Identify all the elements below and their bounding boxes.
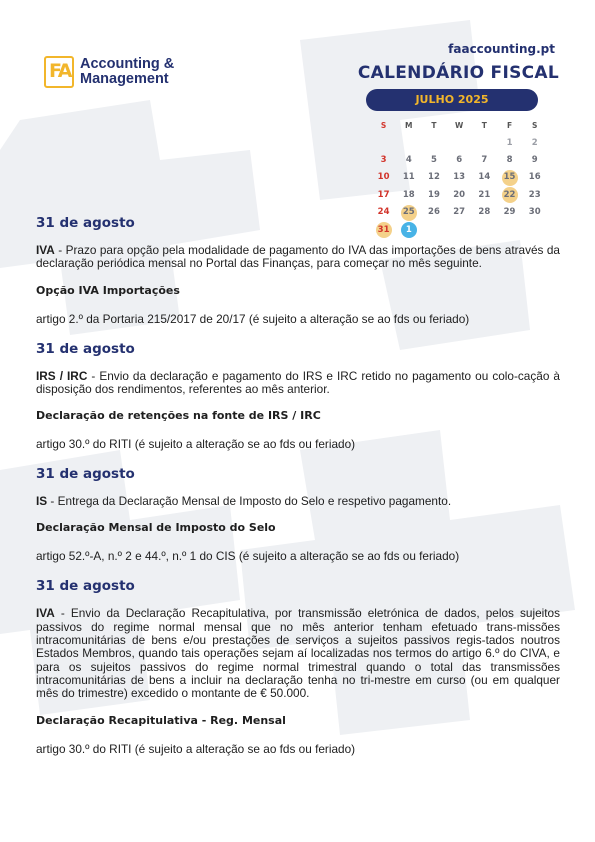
description-text: - Envio da Declaração Recapitulativa, por transmissão eletrónica de dados, pelos sujeitos passivos do regime normal mensal que no mês anterior tenham efetuado trans-missões intracomunitárias de bens e/ou prestações de serviços a sujeitos passivos regis-tados noutros Estados Membros, quando tais operações sejam aí localizadas nos termos do artigo 6.º do CIVA, e para os sujeitos passivos do regime normal trimestral quando o total das transmissões intracomunitárias de bens a incluir na declaração tenha no tri-mestre em curso (ou em qualquer mês do trimestre) excedido o montante de € 50.000. [36, 606, 560, 701]
calendar-empty-cell [447, 135, 472, 152]
tax-code: IVA [36, 243, 55, 257]
description-text: - Prazo para opção pela modalidade de pagamento do IVA das importações de bens através da declaração periódica mensal no Portal das Finanças, para começar no mês seguinte. [36, 243, 560, 271]
calendar-day-next-month[interactable]: 1 [396, 222, 421, 239]
calendar-day[interactable]: 13 [453, 172, 466, 183]
deadline-date: 31 de agosto [36, 466, 135, 483]
weekday-label: M [405, 120, 413, 130]
calendar-day[interactable]: 21 [478, 189, 491, 200]
calendar-day[interactable]: 18 [402, 189, 415, 200]
weekday-label: W [455, 120, 464, 130]
legal-reference: artigo 30.º do RITI (é sujeito a alteração se ao fds ou feriado) [36, 437, 356, 452]
deadline-date: 31 de agosto [36, 340, 135, 357]
calendar-week [371, 187, 547, 204]
description-text: - Envio da declaração e pagamento do IRS e IRC retido no pagamento ou colo-cação à disposição dos rendimentos, referentes ao mês anterior. [36, 368, 560, 396]
deadline-section [36, 578, 560, 755]
calendar-day-highlighted[interactable]: 15 [497, 169, 522, 186]
legal-reference: artigo 2.º da Portaria 215/2017 de 20/17 (é sujeito a alteração se ao fds ou feriado) [36, 311, 470, 326]
calendar-day[interactable]: 19 [428, 189, 440, 200]
deadline-section [36, 341, 560, 452]
calendar-day[interactable]: 5 [431, 154, 437, 165]
calendar-empty-cell [472, 135, 497, 152]
legal-reference: artigo 52.º-A, n.º 2 e 44.º, n.º 1 do CIS (é sujeito a alteração se ao fds ou feriado) [36, 549, 460, 564]
calendar-day-highlighted[interactable]: 25 [396, 204, 421, 221]
calendar-day[interactable]: 14 [478, 172, 491, 183]
calendar-week [371, 152, 547, 169]
logo-text [80, 57, 174, 87]
description-text: - Entrega da Declaração Mensal de Imposto do Selo e respetivo pagamento. [47, 494, 452, 509]
logo-mark-letters: FA [49, 60, 71, 82]
deadline-subtitle: Declaração Recapitulativa - Reg. Mensal [36, 713, 286, 727]
calendar-day[interactable]: 16 [528, 172, 541, 183]
calendar-day[interactable]: 17 [377, 189, 390, 200]
calendar-day[interactable]: 4 [405, 154, 412, 165]
calendar-empty-cell [371, 135, 396, 152]
calendar-week [371, 134, 547, 151]
calendar-day[interactable]: 30 [528, 207, 541, 218]
calendar-empty-cell [421, 135, 446, 152]
calendar-day[interactable]: 1 [506, 137, 513, 148]
website-link[interactable]: faaccounting.pt [448, 42, 555, 56]
calendar-day[interactable]: 2 [531, 137, 538, 148]
calendar-week [371, 169, 547, 186]
deadlines-list [36, 215, 560, 771]
deadline-description [36, 607, 560, 700]
calendar-day[interactable]: 7 [481, 154, 488, 165]
legal-reference: artigo 30.º do RITI (é sujeito a alteração se ao fds ou feriado) [36, 741, 356, 756]
calendar-day-highlighted[interactable]: 22 [497, 187, 522, 204]
deadline-description [36, 244, 560, 271]
weekday-label: S [380, 120, 387, 130]
calendar-day[interactable]: 8 [506, 154, 513, 165]
weekday-label: F [506, 120, 513, 130]
tax-code: IS [36, 494, 48, 509]
weekday-label: S [532, 120, 538, 130]
calendar-empty-cell [396, 135, 421, 152]
calendar-day[interactable]: 24 [377, 207, 390, 218]
calendar-day[interactable]: 9 [531, 154, 538, 165]
deadline-subtitle: Declaração Mensal de Imposto do Selo [36, 521, 276, 535]
calendar-day[interactable]: 10 [377, 172, 390, 183]
deadline-subtitle: Declaração de retenções na fonte de IRS / IRC [36, 409, 321, 423]
calendar-month-label: JULHO 2025 [366, 89, 538, 111]
deadline-description [36, 495, 560, 508]
calendar-day[interactable]: 11 [402, 172, 415, 183]
calendar-day[interactable]: 28 [478, 207, 491, 218]
weekday-label: T [431, 120, 437, 130]
calendar-day[interactable]: 20 [453, 189, 466, 200]
page-title: CALENDÁRIO FISCAL [357, 63, 559, 83]
deadline-section [36, 215, 560, 326]
calendar-day[interactable]: 23 [528, 189, 541, 200]
deadline-description [36, 370, 560, 397]
logo-line-2: Management [80, 71, 169, 87]
deadline-subtitle: Opção IVA Importações [36, 283, 180, 297]
calendar-day[interactable]: 26 [428, 207, 440, 218]
logo-line-1: Accounting & [80, 56, 175, 72]
calendar-day[interactable]: 12 [428, 172, 440, 183]
weekday-label: T [481, 120, 487, 130]
tax-code: IVA [36, 606, 55, 621]
calendar-day-highlighted[interactable]: 31 [371, 222, 396, 239]
tax-code: IRS / IRC [36, 368, 88, 383]
calendar-day[interactable]: 6 [456, 154, 463, 165]
deadline-date: 31 de agosto [36, 578, 135, 595]
calendar-day[interactable]: 27 [453, 207, 466, 218]
calendar-day[interactable]: 3 [380, 154, 387, 165]
deadline-section [36, 466, 560, 563]
deadline-date: 31 de agosto [36, 215, 135, 231]
calendar-weekday-header [371, 117, 547, 134]
calendar-day[interactable]: 29 [503, 207, 516, 218]
logo-mark-icon [44, 56, 74, 88]
company-logo [44, 56, 174, 88]
